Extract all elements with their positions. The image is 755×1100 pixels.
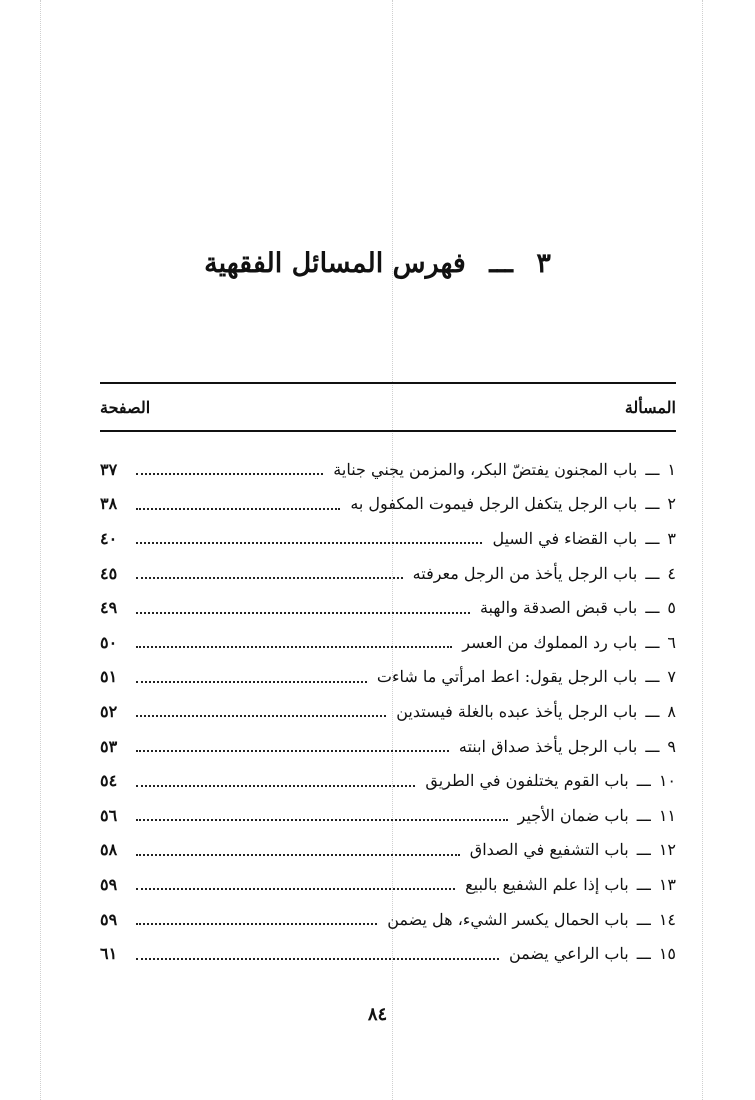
toc-entry-number: ٩ — [667, 736, 676, 756]
toc-entry-title: باب الرجل يقول: اعط امرأتي ما شاءت — [376, 667, 638, 687]
toc-entry-number: ١٥ — [658, 944, 676, 964]
toc-entry-number: ١٣ — [658, 874, 676, 894]
toc-entry-number: ٦ — [667, 632, 676, 652]
toc-entry-number: ١١ — [658, 805, 676, 825]
column-header-issue: المسألة — [624, 397, 676, 417]
toc-list — [100, 452, 676, 971]
toc-entry-title: باب قبض الصدقة والهبة — [479, 598, 638, 618]
toc-dot-leader — [136, 473, 323, 475]
toc-entry — [100, 625, 676, 660]
toc-entry — [100, 556, 676, 591]
toc-entry-dash: ـــ — [645, 563, 660, 583]
toc-entry-number: ٢ — [667, 494, 676, 514]
toc-entry-title: باب ضمان الأجير — [517, 805, 629, 825]
toc-entry-dash: ـــ — [636, 771, 651, 791]
toc-dot-leader — [136, 888, 455, 890]
toc-entry-page: ٤٠ — [100, 528, 118, 548]
toc-dot-leader — [136, 958, 499, 960]
toc-entry-page: ٥٠ — [100, 632, 118, 652]
toc-entry-page: ٥٩ — [100, 909, 118, 929]
scan-artifact-line — [702, 0, 703, 1100]
column-header-page: الصفحة — [100, 397, 151, 417]
toc-dot-leader — [136, 542, 482, 544]
toc-entry-title: باب التشفيع في الصداق — [469, 840, 629, 860]
toc-entry-dash: ـــ — [645, 598, 660, 618]
toc-entry — [100, 452, 676, 487]
toc-dot-leader — [136, 854, 460, 856]
toc-entry — [100, 660, 676, 695]
toc-entry — [100, 487, 676, 522]
toc-entry — [100, 902, 676, 937]
header-bottom-rule — [100, 430, 676, 432]
toc-entry-page: ٣٧ — [100, 459, 118, 479]
toc-entry-number: ٣ — [667, 528, 676, 548]
toc-entry-page: ٥٤ — [100, 771, 118, 791]
toc-entry-dash: ـــ — [636, 840, 651, 860]
toc-entry-page: ٥٣ — [100, 736, 118, 756]
toc-entry-dash: ـــ — [645, 632, 660, 652]
toc-entry-page: ٥٩ — [100, 874, 118, 894]
toc-entry — [100, 936, 676, 971]
toc-entry-page: ٥٨ — [100, 840, 118, 860]
toc-entry-number: ١٤ — [658, 909, 676, 929]
toc-dot-leader — [136, 785, 415, 787]
toc-entry-number: ١ — [667, 459, 676, 479]
toc-entry-number: ١٢ — [658, 840, 676, 860]
toc-entry-title: باب إذا علم الشفيع بالبيع — [465, 874, 629, 894]
toc-dot-leader — [136, 923, 377, 925]
toc-entry — [100, 590, 676, 625]
toc-dot-leader — [136, 750, 449, 752]
toc-entry-dash: ـــ — [645, 459, 660, 479]
toc-entry-dash: ـــ — [645, 736, 660, 756]
toc-entry-title: باب الحمال يكسر الشيء، هل يضمن — [387, 909, 629, 929]
toc-entry-page: ٣٨ — [100, 494, 118, 514]
header-top-rule — [100, 382, 676, 384]
toc-entry-dash: ـــ — [636, 805, 651, 825]
toc-entry — [100, 694, 676, 729]
toc-dot-leader — [136, 646, 452, 648]
toc-entry-title: باب المجنون يفتضّ البكر، والمزمن يجني جناية — [333, 459, 638, 479]
toc-entry-number: ١٠ — [658, 771, 676, 791]
scan-artifact-line — [40, 0, 41, 1100]
toc-entry — [100, 798, 676, 833]
toc-entry-title: باب الرجل يأخذ عبده بالغلة فيستدين — [396, 701, 638, 721]
toc-entry-title: باب رد المملوك من العسر — [462, 632, 638, 652]
toc-entry-number: ٥ — [667, 598, 676, 618]
toc-entry — [100, 521, 676, 556]
toc-entry-dash: ـــ — [645, 701, 660, 721]
toc-entry-number: ٤ — [667, 563, 676, 583]
toc-entry-number: ٨ — [667, 701, 676, 721]
title-dash: ـــ — [489, 248, 513, 279]
toc-entry-title: باب القوم يختلفون في الطريق — [425, 771, 629, 791]
toc-entry-page: ٦١ — [100, 944, 118, 964]
title-text: فهرس المسائل الفقهية — [204, 248, 466, 279]
toc-entry — [100, 833, 676, 868]
toc-entry-page: ٤٩ — [100, 598, 118, 618]
toc-entry-dash: ـــ — [645, 494, 660, 514]
toc-entry — [100, 763, 676, 798]
toc-dot-leader — [136, 612, 470, 614]
toc-entry-dash: ـــ — [636, 909, 651, 929]
toc-entry-page: ٥٦ — [100, 805, 118, 825]
toc-entry-number: ٧ — [667, 667, 676, 687]
column-header-row — [100, 394, 676, 420]
toc-dot-leader — [136, 577, 403, 579]
toc-entry-page: ٥١ — [100, 667, 118, 687]
toc-entry-title: باب الرجل يأخذ صداق ابنته — [458, 736, 638, 756]
page-title — [0, 248, 755, 279]
toc-entry-title: باب الرجل يتكفل الرجل فيموت المكفول به — [350, 494, 638, 514]
toc-entry-page: ٥٢ — [100, 701, 118, 721]
toc-entry-title: باب الرجل يأخذ من الرجل معرفته — [412, 563, 638, 583]
toc-entry-title: باب القضاء في السيل — [492, 528, 638, 548]
toc-entry — [100, 729, 676, 764]
toc-entry-dash: ـــ — [636, 944, 651, 964]
toc-entry-title: باب الراعي يضمن — [508, 944, 629, 964]
toc-dot-leader — [136, 819, 508, 821]
toc-entry-dash: ـــ — [645, 528, 660, 548]
toc-entry-dash: ـــ — [645, 667, 660, 687]
page-number: ٨٤ — [367, 1004, 388, 1025]
toc-dot-leader — [136, 508, 340, 510]
toc-entry-dash: ـــ — [636, 874, 651, 894]
title-number: ٣ — [536, 248, 551, 279]
toc-entry — [100, 867, 676, 902]
toc-entry-page: ٤٥ — [100, 563, 118, 583]
toc-dot-leader — [136, 715, 386, 717]
toc-dot-leader — [136, 681, 367, 683]
